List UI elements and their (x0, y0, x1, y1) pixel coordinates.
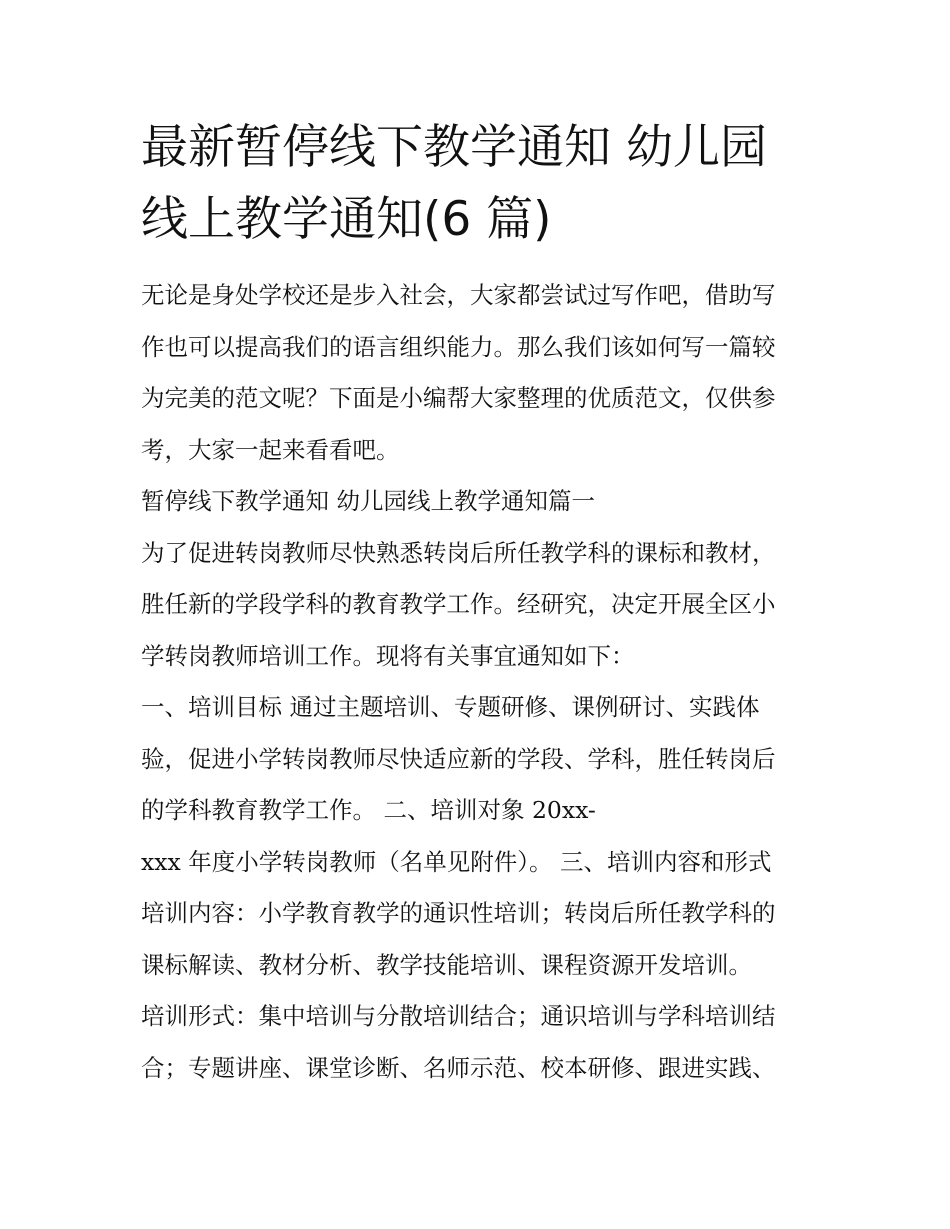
document-page (141, 112, 813, 1094)
intro-line: 无论是身处学校还是步入社会，大家都尝试过写作吧，借助写 (141, 281, 776, 309)
title-line: 最新暂停线下教学通知 幼儿园 (141, 120, 767, 175)
paragraph-line: 胜任新的学段学科的教育教学工作。经研究，决定开展全区小 (141, 590, 776, 618)
paragraph-line: 一、培训目标 通过主题培训、专题研修、课例研讨、实践体 (141, 693, 760, 721)
paragraph-line: xxx 年度小学转岗教师（名单见附件）。 三、培训内容和形式 (141, 847, 772, 876)
intro-line: 作也可以提高我们的语言组织能力。那么我们该如何写一篇较 (141, 332, 776, 361)
title-line: 线上教学通知(6 篇) (141, 192, 552, 247)
paragraph-line: 为了促进转岗教师尽快熟悉转岗后所任教学科的课标和教材， (141, 538, 776, 567)
section-heading: 暂停线下教学通知 幼儿园线上教学通知篇一 (141, 487, 595, 515)
paragraph-line: 合；专题讲座、课堂诊断、名师示范、校本研修、跟进实践、 (141, 1053, 776, 1082)
intro-line: 考，大家一起来看看吧。 (141, 435, 400, 464)
paragraph-line: 学转岗教师培训工作。现将有关事宜通知如下： (141, 641, 635, 670)
paragraph-line: 培训内容：小学教育教学的通识性培训；转岗后所任教学科的 (141, 899, 776, 927)
intro-line: 为完美的范文呢？下面是小编帮大家整理的优质范文，仅供参 (141, 384, 776, 412)
paragraph-line: 的学科教育教学工作。 二、培训对象 20xx- (141, 796, 596, 824)
paragraph-line: 培训形式：集中培训与分散培训结合；通识培训与学科培训结 (141, 1002, 776, 1030)
document-title (141, 112, 813, 256)
paragraph-line: 验，促进小学转岗教师尽快适应新的学段、学科，胜任转岗后 (141, 744, 776, 773)
document-body (141, 270, 813, 1094)
paragraph-line: 课标解读、教材分析、教学技能培训、课程资源开发培训。 (141, 950, 752, 979)
